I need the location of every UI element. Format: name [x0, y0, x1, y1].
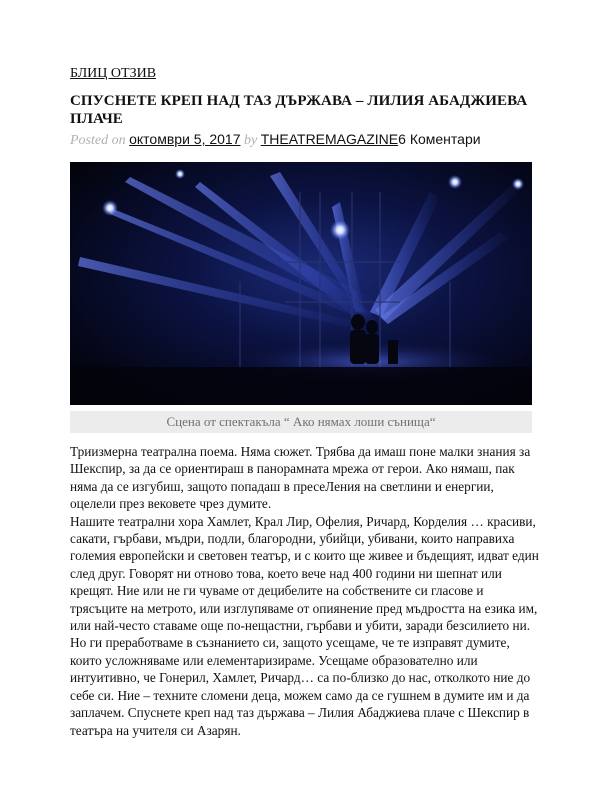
- stage-photo-icon: [70, 162, 532, 405]
- post-date-link[interactable]: октомври 5, 2017: [129, 131, 241, 147]
- author-link[interactable]: THEATREMAGAZINE: [260, 131, 399, 147]
- article: [70, 64, 540, 739]
- comments-count[interactable]: 6 Коментари: [398, 131, 481, 147]
- posted-on-label: Posted on: [70, 133, 126, 148]
- category-link[interactable]: БЛИЦ ОТЗИВ: [70, 66, 157, 81]
- article-title: СПУСНЕТЕ КРЕП НАД ТАЗ ДЪРЖАВА – ЛИЛИЯ АБАДЖИЕВА ПЛАЧЕ: [70, 93, 528, 127]
- article-body: Триизмерна театрална поема. Няма сюжет. Трябва да имаш поне малки знания за Шекспир, за да се ориентираш в панорамната мрежа от герои. Ако нямаш, пак няма да се изгубиш, защото попадаш в пресеЛения на светлини и енергии, оцелели през вековете чрез думите. Нашите театрални хора Хамлет, Крал Лир, Офелия, Ричард, Корделия … красиви, сакати, гърбави, мъдри, подли, благородни, убийци, убивани, които направиха големия европейски и световен театър, и с които ще живее и бъдещият, идват един след друг. Говорят ни отново това, което вече над 400 години ни шепнат или крещят. Ние или не ги чуваме от децибелите на собствените си гласове и трясъците на метрото, или изглупяваме от опиянение пред мъдростта на езика им, или най-често ставаме още по-нещастни, гърбави и убити, заради безсилието ни. Но ги преработваме в съзнанието си, защото усещаме, че те изправят думите, които усложняваме или елементаризираме. Усещаме образователно или интуитивно, че Гонерил, Хамлет, Ричард… са по-близко до нас, отколкото ние до себе си. Ние – техните сломени деца, можем само да се гушнем в думите им и да заплачем. Спуснете креп над таз държава – Лилия Абаджиева плаче с Шекспир в театъра на учителя си Азарян.: [70, 444, 539, 738]
- by-label: by: [244, 133, 258, 148]
- stage-photo: [70, 162, 532, 405]
- image-caption: Сцена от спектакъла “ Ако нямах лоши сънища“: [70, 411, 532, 433]
- post-meta: [70, 130, 540, 150]
